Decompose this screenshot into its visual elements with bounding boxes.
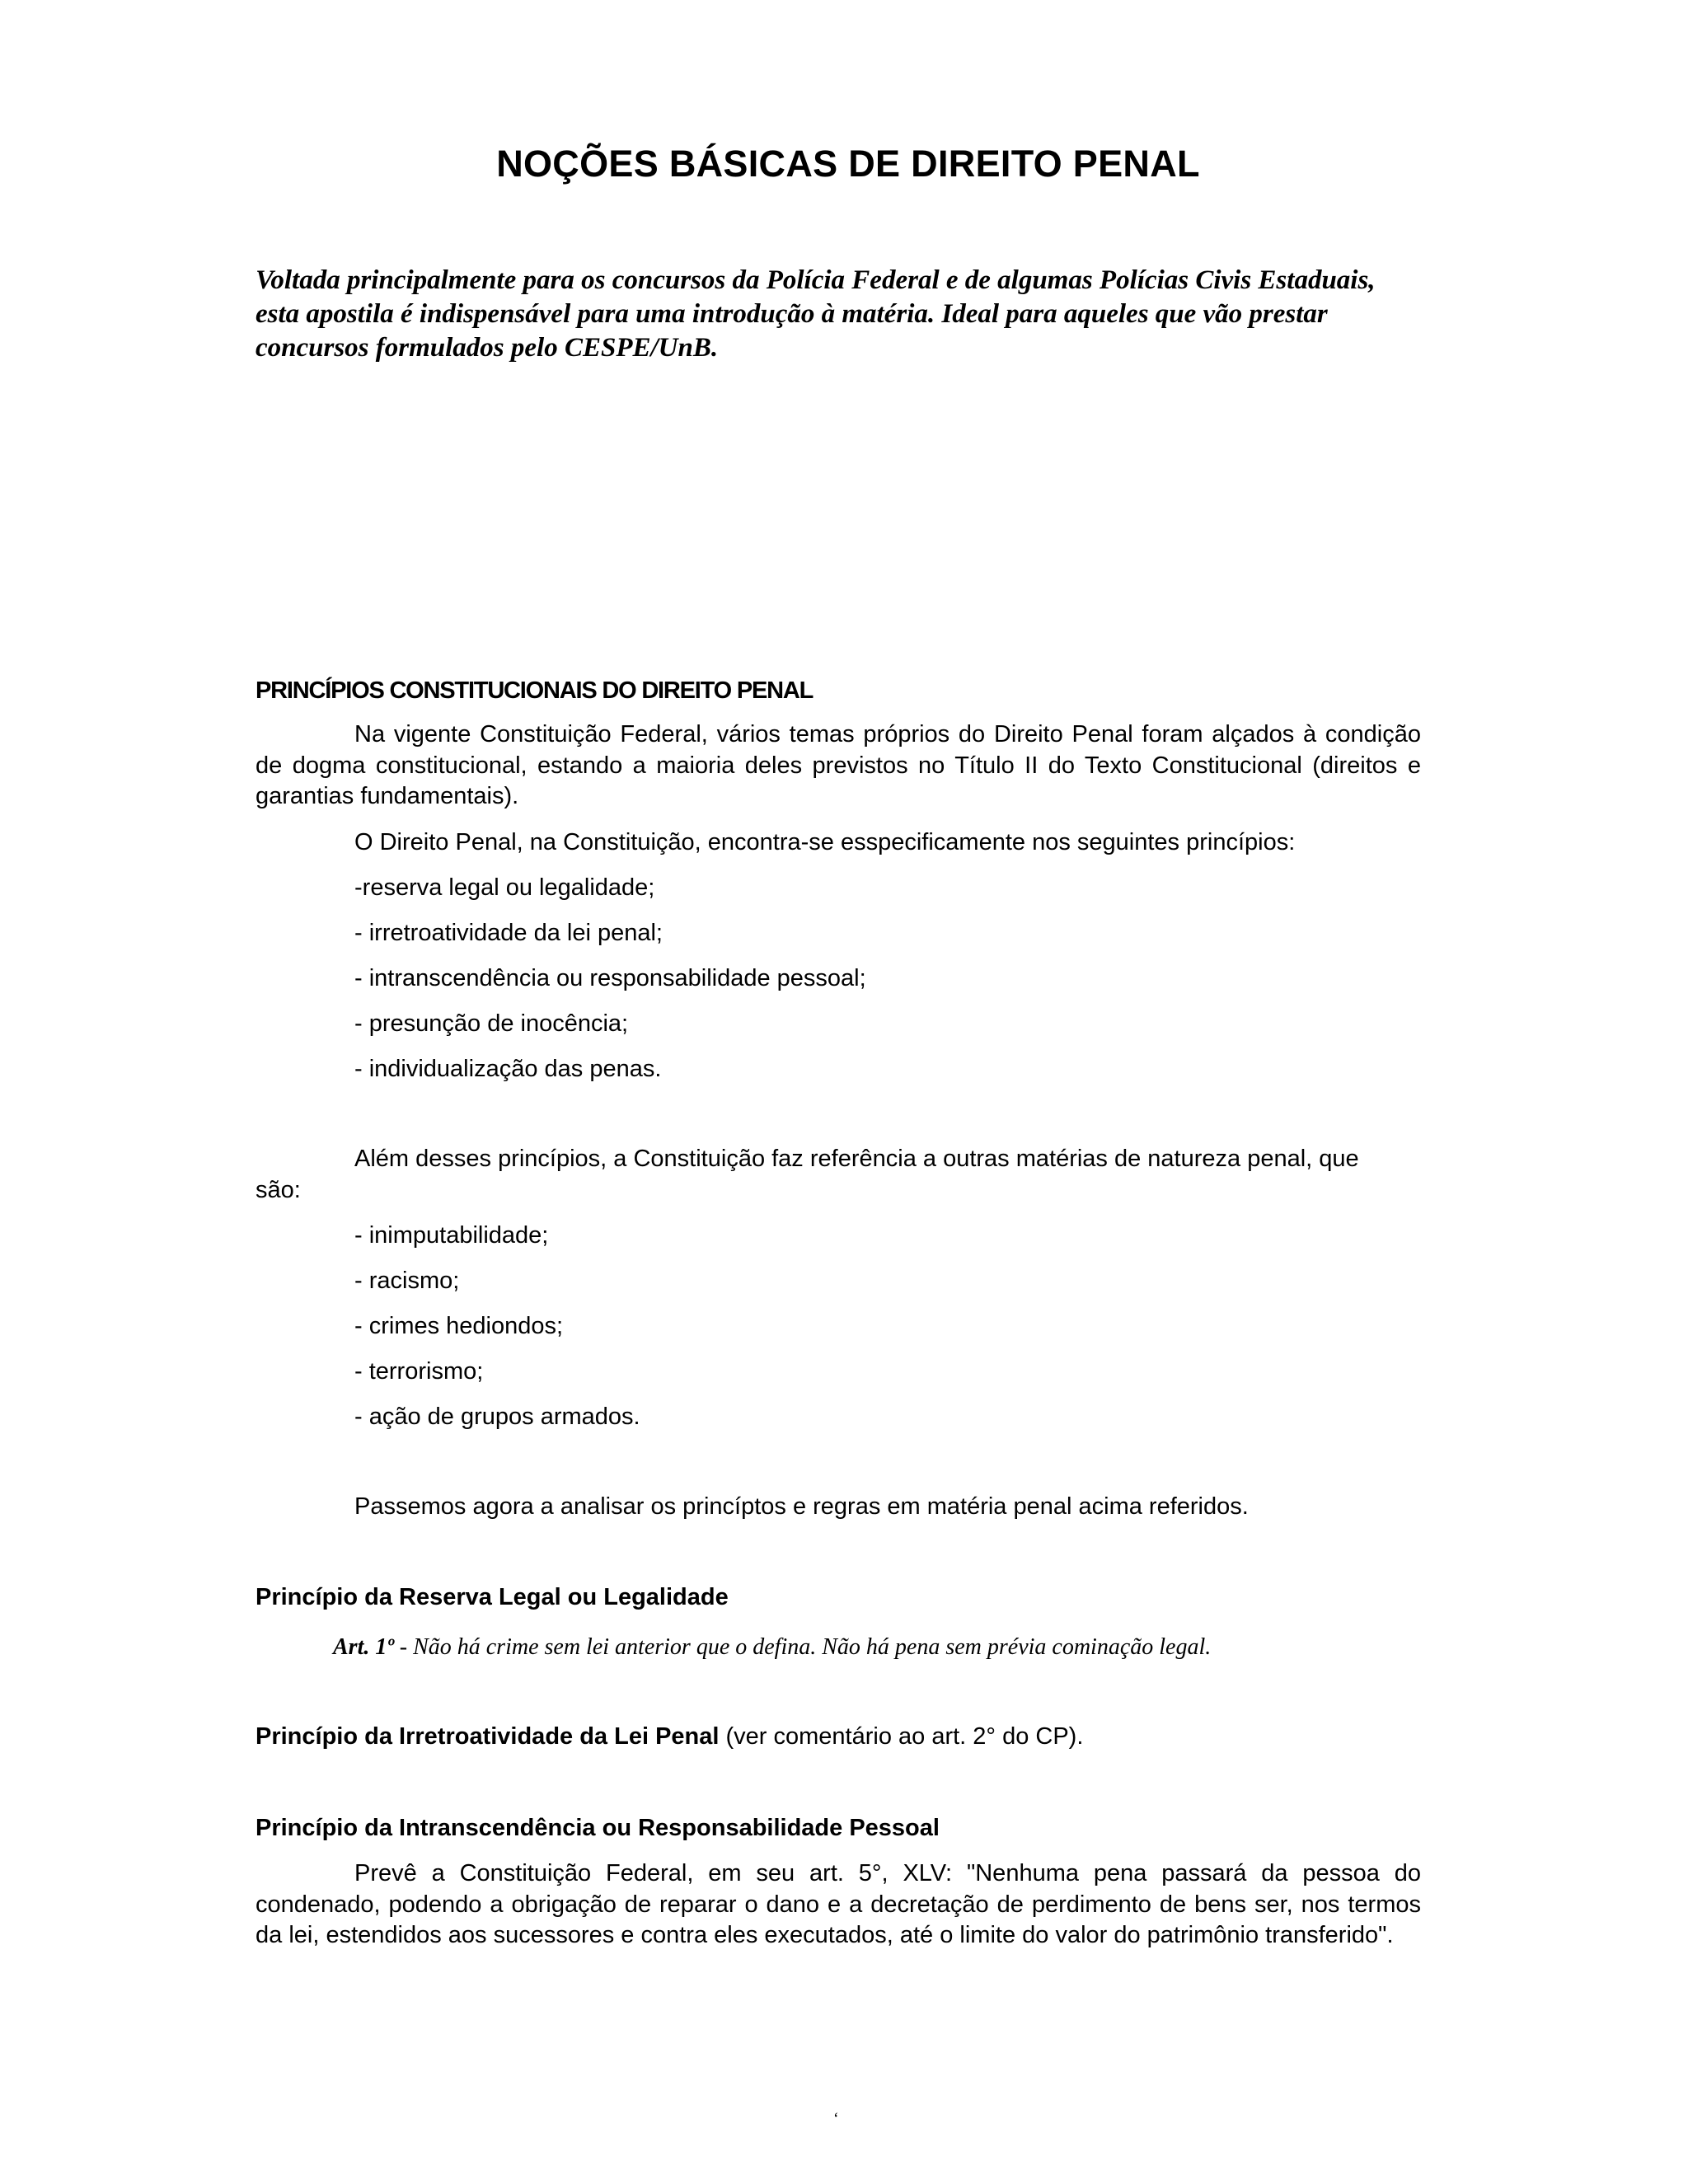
list-item: -reserva legal ou legalidade; xyxy=(354,874,655,901)
section-heading: PRINCÍPIOS CONSTITUCIONAIS DO DIREITO PENAL xyxy=(256,677,814,704)
intranscendencia-paragraph: Prevê a Constituição Federal, em seu art. 5°, XLV: "Nenhuma pena passará da pessoa do condenado, podendo a obrigação de reparar o dano e a decretação de perdimento de bens ser, nos termos da lei, estendidos aos sucessores e contra eles executados, até o limite do valor do patrimônio transferido". xyxy=(256,1860,1421,1948)
article-quote xyxy=(333,1634,1211,1661)
other-matters-intro: Além desses princípios, a Constituição faz referência a outras matérias de natureza penal, que xyxy=(354,1146,1359,1172)
other-matters-intro-continuation: são: xyxy=(256,1177,301,1203)
principles-intro: O Direito Penal, na Constituição, encontra-se esspecificamente nos seguintes princípios: xyxy=(354,829,1296,855)
intro-paragraph xyxy=(256,264,1409,365)
list-item: - terrorismo; xyxy=(354,1358,484,1385)
list-item: - intranscendência ou responsabilidade pessoal; xyxy=(354,965,866,991)
section-paragraph: Na vigente Constituição Federal, vários temas próprios do Direito Penal foram alçados à condição de dogma constitucional, estando a maioria deles previstos no Título II do Texto Constitucional (direitos e garantias fundamentais). xyxy=(256,721,1421,809)
subsection-heading-irretroatividade xyxy=(256,1723,1083,1750)
irretroatividade-heading: Princípio da Irretroatividade da Lei Penal xyxy=(256,1723,720,1750)
list-item: - inimputabilidade; xyxy=(354,1222,549,1249)
page-mark: ‘ xyxy=(833,2110,839,2128)
list-item: - crimes hediondos; xyxy=(354,1313,564,1339)
intro-line: Voltada principalmente para os concursos da Polícia Federal e de algumas Polícias Civis Estaduais, xyxy=(256,265,1376,295)
list-item: - racismo; xyxy=(354,1268,460,1294)
page-title: NOÇÕES BÁSICAS DE DIREITO PENAL xyxy=(496,143,1200,185)
article-text: - Não há crime sem lei anterior que o defina. Não há pena sem prévia cominação legal. xyxy=(393,1634,1212,1660)
intro-line: concursos formulados pelo CESPE/UnB. xyxy=(256,333,719,363)
irretroatividade-note: (ver comentário ao art. 2° do CP). xyxy=(719,1723,1084,1750)
list-item: - individualização das penas. xyxy=(354,1056,662,1082)
subsection-heading-reserva-legal: Princípio da Reserva Legal ou Legalidade xyxy=(256,1584,729,1610)
intro-line: esta apostila é indispensável para uma introdução à matéria. Ideal para aqueles que vão prestar xyxy=(256,299,1328,329)
list-item: - ação de grupos armados. xyxy=(354,1404,640,1430)
list-item: - irretroatividade da lei penal; xyxy=(354,920,663,946)
subsection-heading-intranscendencia: Princípio da Intranscendência ou Responsabilidade Pessoal xyxy=(256,1815,940,1841)
list-item: - presunção de inocência; xyxy=(354,1010,629,1037)
article-label: Art. 1º xyxy=(333,1634,394,1660)
transition-text: Passemos agora a analisar os princíptos e regras em matéria penal acima referidos. xyxy=(354,1493,1249,1520)
